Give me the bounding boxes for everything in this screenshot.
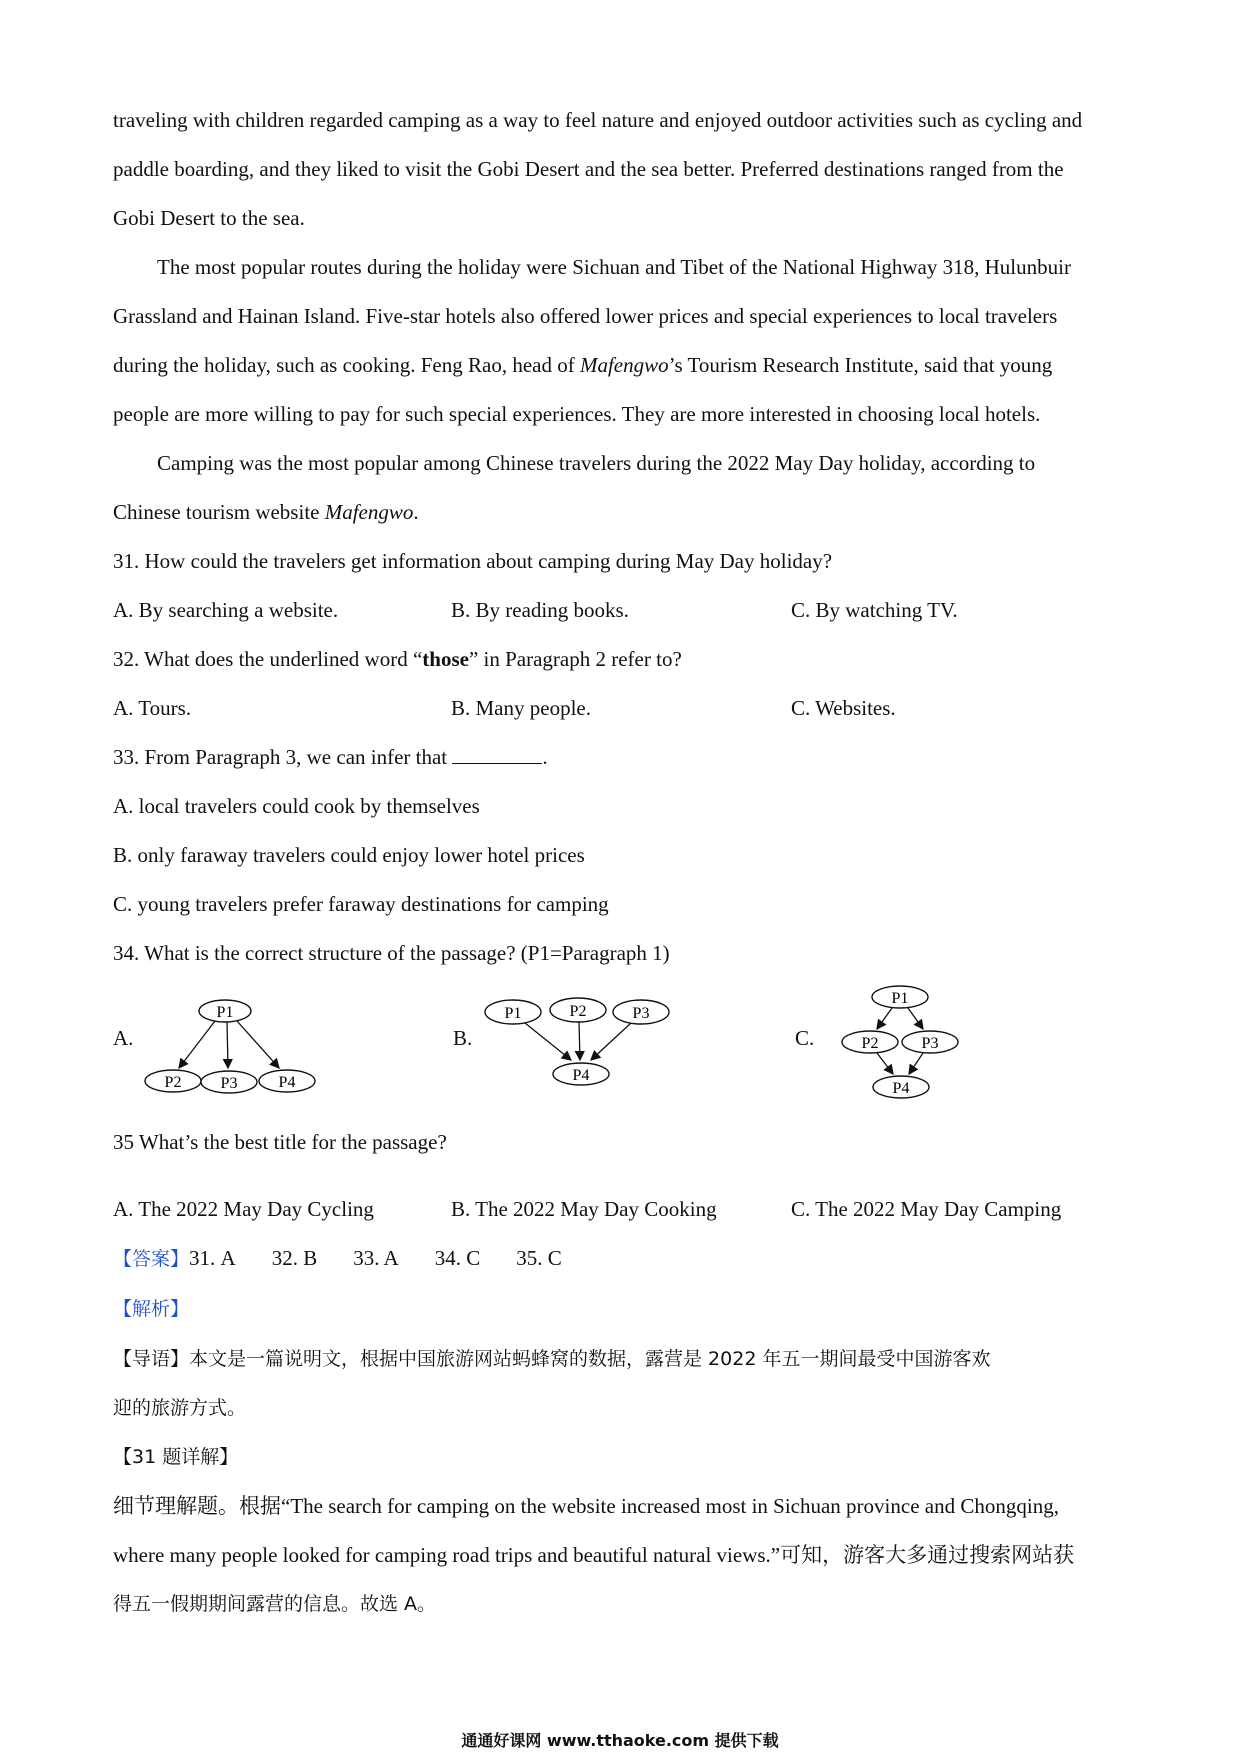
node-p4: P4 [278,1074,296,1091]
guide-line2: 迎的旅游方式。 [113,1397,247,1419]
answer-31: 31. A [189,1246,236,1270]
node-p2: P2 [861,1035,879,1052]
q35-option-a: A. The 2022 May Day Cycling [113,1197,374,1221]
q32-option-c: C. Websites. [791,696,896,720]
node-p1: P1 [891,990,909,1007]
question-31-options [113,586,1128,635]
node-p4: P4 [572,1067,590,1084]
para2-line1: The most popular routes during the holiday were Sichuan and Tibet of the National Highway 318, Hulunbuir [157,255,1071,279]
q31-option-a: A. By searching a website. [113,598,339,622]
para2-line3: during the holiday, such as cooking. Feng Rao, head of Mafengwo’s Tourism Research Institute, said that young [113,353,1053,377]
question-35-options [113,1185,1128,1234]
answer-34: 34. C [434,1246,481,1270]
detail-line2: where many people looked for camping road trips and beautiful natural views.”可知，游客大多通过搜索网站获 [113,1543,1075,1567]
answer-33: 33. A [353,1246,399,1270]
q33-option-a: A. local travelers could cook by themselves [113,794,480,818]
node-p3: P3 [921,1035,939,1052]
answer-35: 35. C [516,1246,562,1270]
website-name: Mafengwo [324,500,414,524]
node-p1: P1 [504,1005,522,1022]
q35-option-b: B. The 2022 May Day Cooking [451,1197,717,1221]
website-name: Mafengwo [579,353,669,377]
q31-option-c: C. By watching TV. [791,598,958,622]
guide-tag: 【导语】 [113,1348,190,1370]
q35-option-c: C. The 2022 May Day Camping [791,1197,1062,1221]
q31-option-b: B. By reading books. [451,598,629,622]
q32-option-a: A. Tours. [113,696,192,720]
answer-key [113,1234,1128,1284]
q32-option-b: B. Many people. [451,696,591,720]
question-31-stem: 31. How could the travelers get information about camping during May Day holiday? [113,549,833,573]
node-p2: P2 [569,1003,587,1020]
question-32-options [113,684,1128,733]
node-p2: P2 [164,1074,182,1091]
para2-line2: Grassland and Hainan Island. Five-star hotels also offered lower prices and special experiences to local travelers [113,304,1058,328]
analysis-tag: 【解析】 [113,1298,190,1320]
para3-line2: Chinese tourism website Mafengwo. [113,500,419,524]
structure-diagram-a [143,996,323,1096]
underlined-word: those [422,647,469,671]
analysis-heading [113,1284,1128,1334]
q33-option-b: B. only faraway travelers could enjoy lower hotel prices [113,843,585,867]
page-footer: 通通好课网 www.tthaoke.com 提供下载 [461,1731,779,1750]
q34-option-b-label: B. [453,1026,473,1050]
para2-line4: people are more willing to pay for such special experiences. They are more interested in choosing local hotels. [113,402,1041,426]
structure-diagram-b [483,992,683,1092]
question-32-stem: 32. What does the underlined word “those” in Paragraph 2 refer to? [113,647,682,671]
para1-line1: traveling with children regarded camping as a way to feel nature and enjoyed outdoor activities such as cycling and [113,108,1083,132]
detail-heading: 【31 题详解】 [113,1446,239,1468]
answer-tag: 【答案】 [113,1248,190,1270]
question-35-stem: 35 What’s the best title for the passage? [113,1130,447,1154]
node-p3: P3 [632,1005,650,1022]
structure-diagrams [113,984,1128,1110]
node-p3: P3 [220,1075,238,1092]
q34-option-c-label: C. [795,1026,815,1050]
answer-32: 32. B [271,1246,318,1270]
detail-line3: 得五一假期期间露营的信息。故选 A。 [113,1593,437,1615]
q34-option-a-label: A. [113,1026,134,1050]
question-33-stem: 33. From Paragraph 3, we can infer that . [113,745,548,769]
structure-diagram-c [825,984,985,1102]
guide-line1: 【导语】本文是一篇说明文，根据中国旅游网站蚂蜂窝的数据，露营是 2022 年五一期间最受中国游客欢 [113,1348,991,1370]
question-34-stem: 34. What is the correct structure of the passage? (P1=Paragraph 1) [113,941,670,965]
node-p1: P1 [216,1004,234,1021]
page-content [113,96,1128,1629]
detail-line1: 细节理解题。根据“The search for camping on the website increased most in Sichuan province and Chongqing, [113,1494,1059,1518]
answer-blank [452,745,542,764]
q33-option-c: C. young travelers prefer faraway destinations for camping [113,892,609,916]
para1-line3: Gobi Desert to the sea. [113,206,305,230]
para3-line1: Camping was the most popular among Chinese travelers during the 2022 May Day holiday, according to [157,451,1036,475]
para1-line2: paddle boarding, and they liked to visit the Gobi Desert and the sea better. Preferred destinations ranged from the [113,157,1064,181]
node-p4: P4 [892,1080,910,1097]
